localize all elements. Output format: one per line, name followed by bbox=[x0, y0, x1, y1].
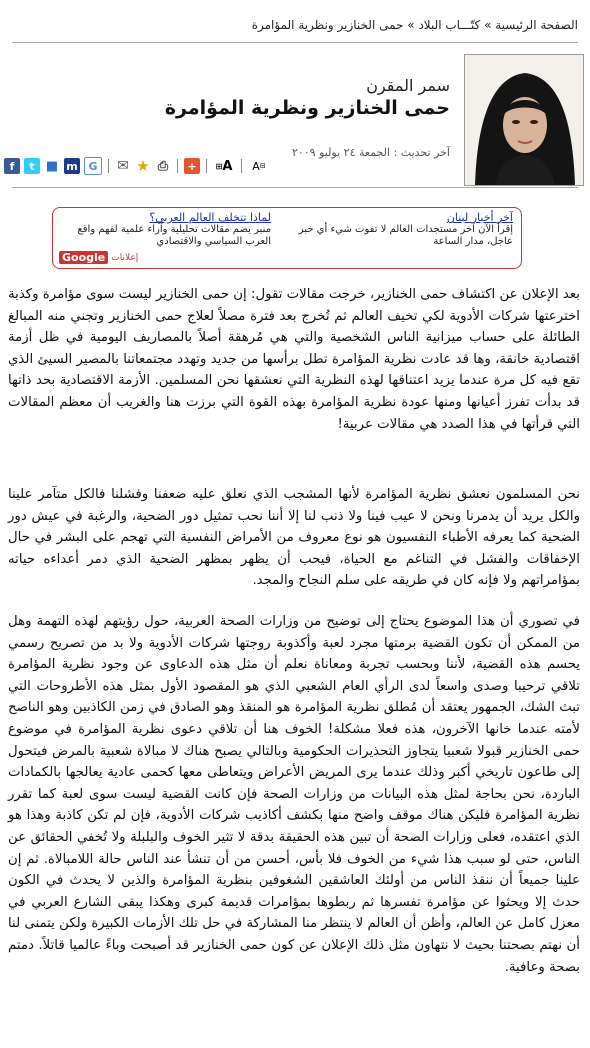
toolbar-divider bbox=[206, 159, 207, 173]
ad-right-body: إقرأ الآن آخر مستجدات العالم لا تفوت شيء أي خبر عاجل، مدار الساعة bbox=[298, 224, 513, 247]
add-icon[interactable]: + bbox=[184, 158, 200, 174]
facebook-icon[interactable]: f bbox=[4, 158, 20, 174]
share-toolbar bbox=[4, 155, 270, 177]
author-portrait-image bbox=[465, 55, 583, 185]
article-paragraph: نحن المسلمون نعشق نظرية المؤامرة لأنها المشجب الذي نعلق عليه ضعفنا وفشلنا فالكل متآمر علينا والكل يريد أن يدمرنا ونحن لا عيب فينا ولا ذنب لنا إلا أننا نحب تمثيل دور الضحية، والرغبة في عيش دور الضحية كما يعرفه الأطباء النفسيون هو نوع معروف من الأمراض النفسية التي تهجم على البشر في حال الإخفاقات والفشل في التناغم مع الحياة، فيحب أن يظهر بمظهر الضحية الذي دمر أعداءه حياته بمؤامراتهم ولا فإنه كان في طريقه على سلم النجاح والمجد. bbox=[8, 487, 580, 589]
author-name: سمر المقرن bbox=[366, 76, 450, 95]
print-icon[interactable]: ⎙ bbox=[155, 158, 171, 174]
toolbar-divider bbox=[241, 159, 242, 173]
google-icon[interactable]: G bbox=[84, 157, 102, 175]
ad-left bbox=[61, 212, 271, 248]
google-ads-label: إعلانات bbox=[111, 252, 139, 263]
font-decrease-icon[interactable]: A ⊟ bbox=[248, 158, 270, 174]
breadcrumb-current: حمى الخنازير ونظرية المؤامرة bbox=[251, 18, 404, 32]
email-icon[interactable]: ✉ bbox=[115, 158, 131, 174]
breadcrumb-section-link[interactable]: كتّـــاب البلاد bbox=[418, 18, 481, 32]
toolbar-divider bbox=[177, 159, 178, 173]
ad-box bbox=[52, 207, 522, 269]
google-ads-badge[interactable] bbox=[59, 251, 138, 264]
toolbar-divider bbox=[108, 159, 109, 173]
article-paragraph: بعد الإعلان عن اكتشاف حمى الخنازير، خرجت مقالات تقول: إن حمى الخنازير ليست سوى مؤامرة وكذبة اخترعتها شركات الأدوية لكي تخيف العالم ثم تُخرج بعد فترة مصلاً لعلاج حمى الخنازير وتجني منه المبالغ الطائلة على حساب ميزانية الناس الشخصية والتي هي مُرهقة أصلاً بالمصاريف اليومية في ظل أزمة اقتصادية خانقة، وها قد عادت نظرية المؤامرة تطل برأسها من جديد وتهدد مجتمعاتنا بالمصير السيئ الذي تقع فيه كل مرة عندما يزيد اعتناقها لهذه النظرية التي نعشقها نحن المسلمين. الأزمة الاقتصادية بحد ذاتها قد بدأت تفرز أعيانها ومنها عودة نظرية المؤامرة بهذه القوة التي برزت هنا والغريب أن معظم المقالات التي قرأتها في هذا الصدد هي مقالات عربية! bbox=[8, 287, 580, 432]
article-title: حمى الخنازير ونظرية المؤامرة bbox=[164, 97, 450, 119]
breadcrumb bbox=[12, 18, 578, 32]
author-photo bbox=[464, 54, 584, 186]
ad-right bbox=[298, 212, 513, 248]
ad-left-body: منبر يضم مقالات تحليلية وآراء علمية لفهم واقع العرب السياسي والاقتصادي bbox=[77, 224, 271, 247]
font-increase-icon[interactable]: ⊞ A bbox=[213, 158, 235, 174]
google-ads-brand: Google bbox=[59, 251, 108, 264]
ad-right-title-link[interactable]: آخر أخبار لبنان bbox=[446, 211, 513, 224]
header-divider bbox=[12, 42, 578, 43]
twitter-icon[interactable]: t bbox=[24, 158, 40, 174]
breadcrumb-separator: » bbox=[480, 18, 496, 32]
windows-live-icon[interactable]: ■ bbox=[45, 158, 59, 174]
last-updated-date: آخر تحديث : الجمعة ٢٤ يوليو ٢٠٠٩ bbox=[291, 146, 450, 159]
ad-left-title-link[interactable]: لماذا تتخلف العالم العربي؟ bbox=[149, 211, 271, 224]
breadcrumb-home-link[interactable]: الصفحة الرئيسية bbox=[495, 18, 578, 32]
myspace-icon[interactable]: m bbox=[64, 158, 80, 174]
article-paragraph: في تصوري أن هذا الموضوع يحتاج إلى توضيح من وزارات الصحة العربية، حول رؤيتهم لهذه التهمة وهل من الممكن أن تكون القضية برمتها مجرد لعبة وأكذوبة روجتها شركات الأدوية ولا بد من تصريح رسمي يحسم هذه القضية، لأننا وبحسب تجربة ومعاناة نعلم أن مثل هذه الدعاوى عن وجود نظرية المؤامرة تلاقي ترحيبا وصدى واسعاً لدى الرأي العام الشعبي الذي هو المقصود الأول بمثل هذه الأطروحات التي تبث الشك، الجمهور يعتقد أن مُطلق نظرية المؤامرة هو المنقذ وهو الصادق في زمن الكاذبين وهو الناصح لأمته عندما خانها الآخرون، هذه فعلا مشكلة! الخوف هنا أن تلاقي دعوى نظرية المؤامرة في موضوع حمى الخنازير قبولا شعبيا يتجاوز التحذيرات الحكومية وبالتالي يصبح هناك لا مبالاة شعبية بالمرض فيتحول إلى طاعون تاريخي أكبر وذلك عندما يرى المريض الأعراض ويتعاطى معها كحمى عادية يعالجها بالكمادات الباردة، نحن بحاجة لمثل هذه البيانات من وزارات الصحة فإن كانت القضية ليست سوى لعبة كما تقرر نظرية المؤامرة فليكن هناك موقف واضح منها بكشف أكاذيب شركات الأدوية، فإن لم تكن كاذبة وهذا هو الذي اعتقده، فعلى وزارات الصحة أن تبين هذه الحقيقة بدقة لا تثير الخوف والبلبلة ولا تُخفي الحقائق عن الناس، حتى لو سبب هذا شيء من الخوف فلا بأس، أحسن من أن تنشأ عند الناس حالة اللامبالاة. ثم إن علينا جميعاً أن ننقذ الناس من أولئك العاشقين الشغوفين بنظرية المؤامرة والذين لا يحدث في الكون حدث إلا ويحثوا عن مؤامرة تفسرها ثم ربطوها بمؤامرات قديمة كبرى وهكذا يبقى الشارع العربي في معزل كامل عن العالم، وأظن أن العالم لا ينتظر منا المشاركة في حل تلك الأزمات الكبيرة ولكن يتمنى لنا أن نهتم بصحتنا بحيث لا نتهاون مثل ذلك الإعلان عن كون حمى الخنازير قد أصبحت وباءً عالميا قاتلاً. دمتم بصحة وعافية. bbox=[8, 614, 580, 975]
breadcrumb-separator: » bbox=[403, 18, 419, 32]
favorite-icon[interactable]: ★ bbox=[136, 157, 150, 175]
toolbar-divider-line bbox=[12, 187, 578, 188]
